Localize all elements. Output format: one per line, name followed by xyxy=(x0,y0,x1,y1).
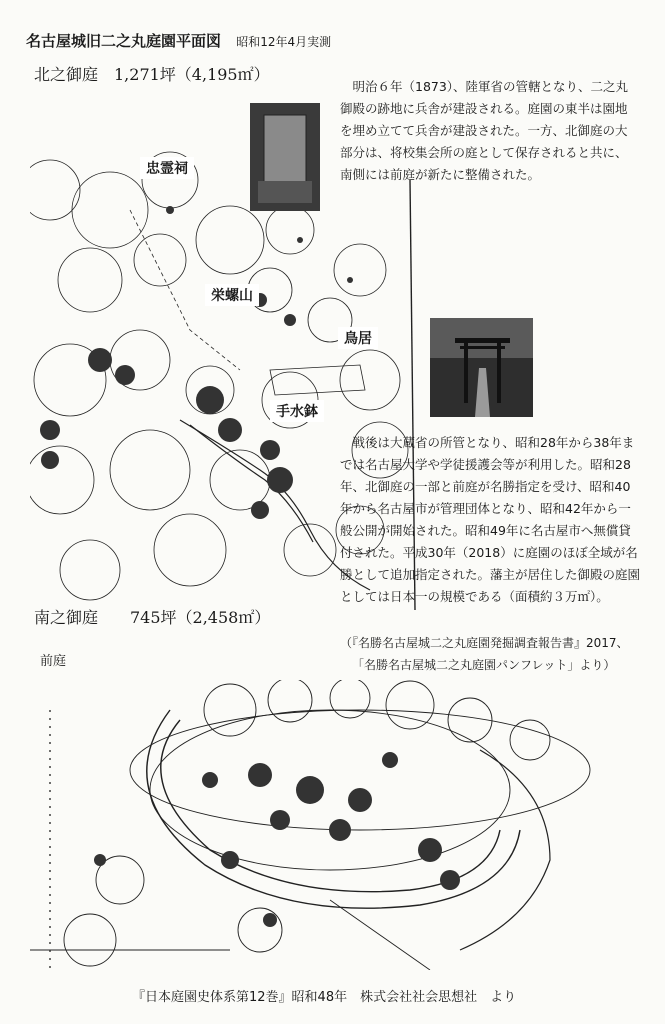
description-meiji xyxy=(340,76,635,186)
source-footer: 『日本庭園史体系第12巻』昭和48年 株式会社社会思想社 より xyxy=(132,990,517,1005)
survey-date: 昭和12年4月実測 xyxy=(236,35,332,49)
south-garden-heading: 南之御庭 745坪（2,458㎡） xyxy=(34,608,271,627)
north-garden-heading: 北之御庭 1,271坪（4,195㎡） xyxy=(34,65,270,84)
citation-line-2: 「名勝名古屋城二之丸庭園パンフレット」より） xyxy=(352,658,616,672)
para-meiji: 明治６年（1873）、陸軍省の管轄となり、二之丸御殿の跡地に兵舎が建設される。庭園の東半は園地を埋め立てて兵舎が建設された。一方、北御庭の大部分は、将校集会所の庭として保存されると共に、南側には前庭が新たに整備された。 xyxy=(340,79,629,182)
label-hill: 栄螺山 xyxy=(205,284,259,306)
description-postwar xyxy=(340,432,640,608)
label-basin: 手水鉢 xyxy=(270,400,324,422)
south-garden-map xyxy=(30,680,630,970)
title-text: 名古屋城旧二之丸庭園平面図 xyxy=(26,32,222,50)
monument-photo xyxy=(250,103,320,211)
label-torii: 鳥居 xyxy=(338,327,378,349)
citation-line-1: （『名勝名古屋城二之丸庭園発掘調査報告書』2017、 xyxy=(340,636,629,650)
page-title xyxy=(26,30,331,51)
torii-photo xyxy=(430,318,533,417)
citation xyxy=(340,632,629,676)
front-garden-label: 前庭 xyxy=(40,654,67,669)
para-postwar: 戦後は大蔵省の所管となり、昭和28年から38年までは名古屋大学や学徒援護会等が利用した。昭和28年、北御庭の一部と前庭が名勝指定を受け、昭和40年から名古屋市が管理団体となり、昭和42年から一般公開が開始された。昭和49年に名古屋市へ無償貸付された。平成30年（2018）に庭園のほぼ全域が名勝として追加指定された。藩主が居住した御殿の庭園としては日本一の規模である（面積約３万㎡）。 xyxy=(340,435,641,604)
label-shrine: 忠霊祠 xyxy=(140,157,194,179)
